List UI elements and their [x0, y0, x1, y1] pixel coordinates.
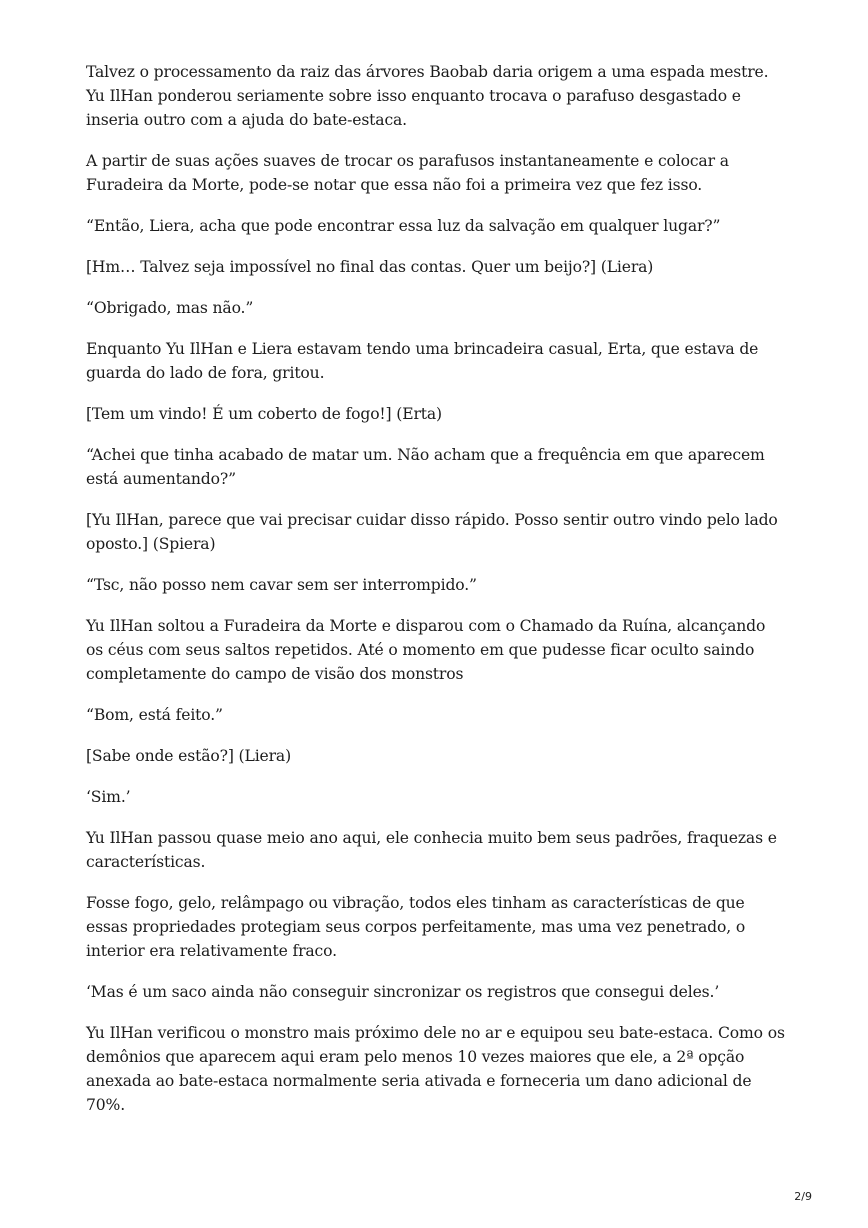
paragraph: A partir de suas ações suaves de trocar os parafusos instantaneamente e colocar a Furadeira da Morte, pode-se notar que essa não foi a primeira vez que fez isso. [86, 152, 729, 194]
paragraph: Yu IlHan verificou o monstro mais próximo dele no ar e equipou seu bate-estaca. Como os demônios que aparecem aqui eram pelo menos 10 vezes maiores que ele, a 2ª opção anexada ao bate-estaca normalmente seria ativada e forneceria um dano adicional de 70%. [86, 1024, 785, 1114]
paragraph: Enquanto Yu IlHan e Liera estavam tendo uma brincadeira casual, Erta, que estava de guarda do lado de fora, gritou. [86, 340, 759, 382]
paragraph: Yu IlHan passou quase meio ano aqui, ele conhecia muito bem seus padrões, fraquezas e características. [86, 829, 777, 871]
paragraph: “Então, Liera, acha que pode encontrar essa luz da salvação em qualquer lugar?” [86, 217, 721, 235]
paragraph: [Yu IlHan, parece que vai precisar cuidar disso rápido. Posso sentir outro vindo pelo lado oposto.] (Spiera) [86, 511, 778, 553]
paragraph: [Sabe onde estão?] (Liera) [86, 747, 292, 765]
paragraph: Yu IlHan soltou a Furadeira da Morte e disparou com o Chamado da Ruína, alcançando os céus com seus saltos repetidos. Até o momento em que pudesse ficar oculto saindo completamente do campo de visão dos monstros [86, 617, 766, 683]
paragraph: ‘Mas é um saco ainda não conseguir sincronizar os registros que consegui deles.’ [86, 983, 720, 1001]
paragraph: “Obrigado, mas não.” [86, 299, 254, 317]
paragraph: ‘Sim.’ [86, 788, 131, 806]
page-number: 2/9 [794, 1190, 812, 1203]
paragraph: [Hm… Talvez seja impossível no final das contas. Quer um beijo?] (Liera) [86, 258, 654, 276]
document-body [86, 60, 786, 1134]
paragraph: Talvez o processamento da raiz das árvores Baobab daria origem a uma espada mestre. Yu IlHan ponderou seriamente sobre isso enquanto trocava o parafuso desgastado e inseria outro com a ajuda do bate-estaca. [86, 63, 769, 129]
paragraph: [Tem um vindo! É um coberto de fogo!] (Erta) [86, 405, 442, 423]
paragraph: “Bom, está feito.” [86, 706, 223, 724]
paragraph: “Achei que tinha acabado de matar um. Não acham que a frequência em que aparecem está aumentando?” [86, 446, 765, 488]
paragraph: “Tsc, não posso nem cavar sem ser interrompido.” [86, 576, 477, 594]
paragraph: Fosse fogo, gelo, relâmpago ou vibração, todos eles tinham as características de que essas propriedades protegiam seus corpos perfeitamente, mas uma vez penetrado, o interior era relativamente fraco. [86, 894, 746, 960]
